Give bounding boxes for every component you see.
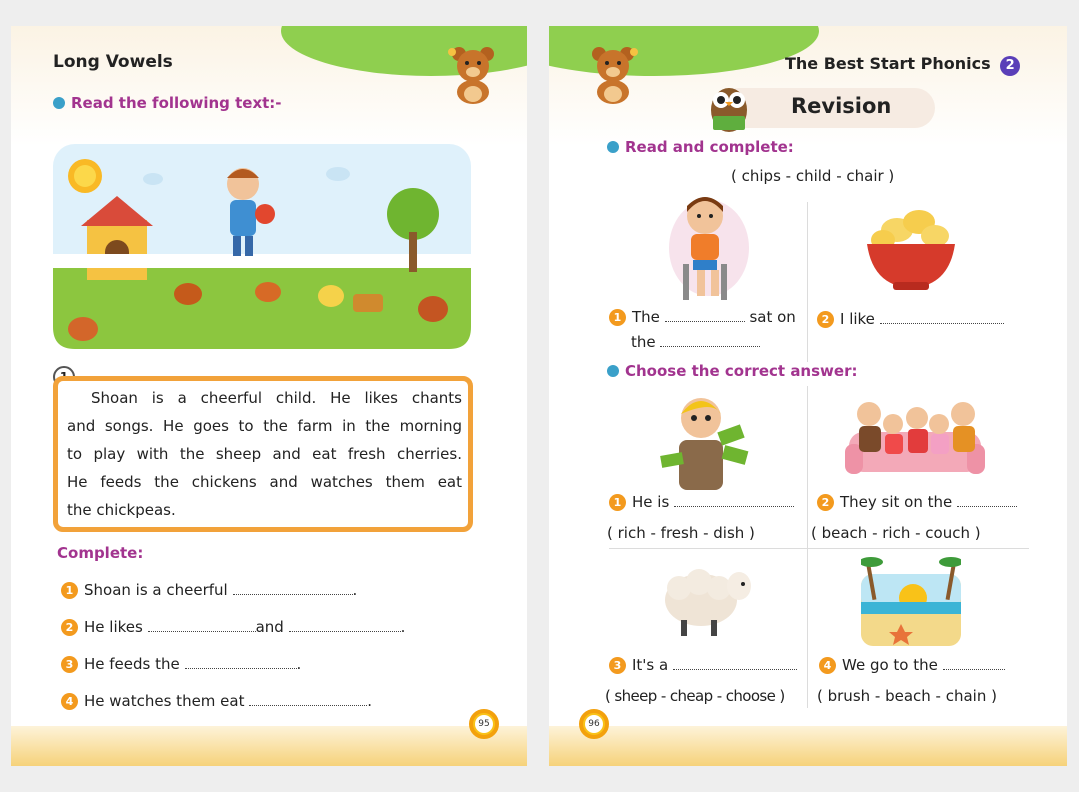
bullet-icon (607, 141, 619, 153)
answer-blank[interactable] (289, 631, 401, 632)
answer-blank[interactable] (660, 346, 760, 347)
question-6-options: ( brush - beach - chain ) (817, 687, 997, 705)
question-3: 1 He is (609, 493, 794, 511)
page-footer (11, 726, 527, 766)
farm-illustration (53, 144, 471, 349)
answer-blank[interactable] (233, 594, 353, 595)
passage-line: to play with the sheep and eat fresh cherries. (67, 445, 462, 463)
question-5: 3 It's a (609, 656, 797, 674)
instruction-read-complete: Read and complete: (607, 138, 794, 156)
passage-line: the chickpeas. (67, 501, 176, 519)
complete-heading: Complete: (57, 544, 144, 562)
question-1: 1 The sat on (609, 308, 796, 326)
instruction-choose: Choose the correct answer: (607, 362, 857, 380)
page-number-sunflower-icon (579, 709, 609, 739)
passage-line: He feeds the chickens and watches them eat (67, 473, 462, 491)
answer-blank[interactable] (957, 506, 1017, 507)
section-title: Revision (791, 94, 892, 118)
question-3-options: ( rich - fresh - dish ) (607, 524, 755, 542)
bullet-icon (607, 365, 619, 377)
question-4: 2 They sit on the (817, 493, 1017, 511)
question-4-options: ( beach - rich - couch ) (811, 524, 981, 542)
rich-man-image (657, 388, 753, 494)
left-page (11, 26, 527, 766)
series-number-badge: 2 (1000, 56, 1020, 76)
page-number: 96 (585, 715, 603, 733)
beach-image (861, 556, 961, 646)
answer-blank[interactable] (249, 705, 367, 706)
answer-blank[interactable] (185, 668, 297, 669)
answer-blank[interactable] (148, 631, 256, 632)
answer-blank[interactable] (673, 669, 797, 670)
sheep-image (659, 556, 755, 640)
page-title: Long Vowels (53, 52, 173, 72)
complete-item-4: 4 He watches them eat . (61, 692, 372, 710)
complete-item-2: 2 He likes and . (61, 618, 405, 636)
bowl-of-chips-image (861, 196, 961, 292)
family-on-couch-image (845, 388, 985, 484)
right-page (549, 26, 1067, 766)
passage-line: Shoan is a cheerful child. He likes chants (91, 389, 462, 407)
instruction: Read the following text:- (53, 94, 282, 112)
answer-blank[interactable] (943, 669, 1005, 670)
passage-line: and songs. He goes to the farm in the morning (67, 417, 462, 435)
answer-blank[interactable] (665, 321, 745, 322)
page-footer (549, 726, 1067, 766)
bear-mascot-icon (443, 42, 503, 104)
answer-blank[interactable] (880, 323, 1004, 324)
answer-blank[interactable] (674, 506, 794, 507)
page-number: 95 (475, 715, 493, 733)
complete-item-3: 3 He feeds the . (61, 655, 301, 673)
question-5-options: ( sheep - cheap - choose ) (605, 687, 785, 705)
question-2: 2 I like (817, 310, 1004, 328)
passage-text (67, 384, 462, 524)
bullet-icon (53, 97, 65, 109)
question-6: 4 We go to the (819, 656, 1005, 674)
word-bank: ( chips - child - chair ) (731, 167, 895, 185)
complete-item-1: 1 Shoan is a cheerful . (61, 581, 357, 599)
child-on-chair-image (657, 188, 753, 300)
owl-icon (705, 76, 753, 136)
page-number-sunflower-icon (469, 709, 499, 739)
question-1-cont: the (631, 333, 760, 351)
series-title: The Best Start Phonics 2 (785, 54, 1020, 76)
bear-mascot-icon (583, 42, 643, 104)
